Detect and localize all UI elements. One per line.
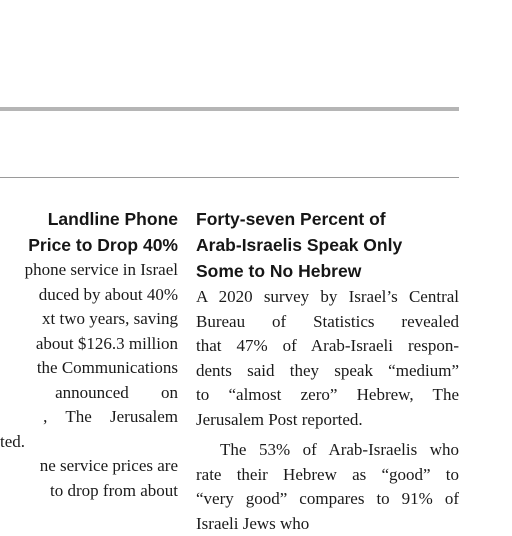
section-divider-thin — [0, 177, 459, 178]
right-article-paragraph-2 — [196, 438, 459, 536]
text-line: to “almost zero” Hebrew, The — [196, 383, 459, 408]
left-article-headline — [0, 206, 178, 258]
left-article — [0, 206, 178, 503]
text-line: Israeli Jews who — [196, 512, 459, 536]
text-line: The 53% of Arab-Israelis who — [196, 438, 459, 463]
left-article-body — [0, 258, 178, 503]
text-line: rate their Hebrew as “good” to — [196, 463, 459, 488]
text-line: A 2020 survey by Israel’s Central — [196, 285, 459, 310]
left-article-paragraph-1 — [0, 258, 178, 454]
text-line: to drop from about — [0, 479, 178, 504]
right-article-headline — [196, 206, 459, 284]
text-line: , The Jerusalem — [0, 405, 178, 430]
text-line: phone service in Israel — [0, 258, 178, 283]
right-article-paragraph-1 — [196, 285, 459, 432]
text-line: the Communications — [0, 356, 178, 381]
text-line: ted. — [0, 430, 178, 455]
text-line: duced by about 40% — [0, 283, 178, 308]
text-line: “very good” compares to 91% of — [196, 487, 459, 512]
text-line: ne service prices are — [0, 454, 178, 479]
text-line: about $126.3 million — [0, 332, 178, 357]
text-line: that 47% of Arab-Israeli respon- — [196, 334, 459, 359]
right-article — [196, 206, 459, 536]
headline-line: Arab-Israelis Speak Only — [196, 232, 459, 258]
text-line: Jerusalem Post reported. — [196, 408, 459, 433]
left-article-paragraph-2 — [0, 454, 178, 503]
section-divider-thick — [0, 107, 459, 111]
headline-line: Price to Drop 40% — [0, 232, 178, 258]
headline-line: Forty-seven Percent of — [196, 206, 459, 232]
text-line: Bureau of Statistics revealed — [196, 310, 459, 335]
text-line: xt two years, saving — [0, 307, 178, 332]
headline-line: Landline Phone — [0, 206, 178, 232]
right-article-body — [196, 285, 459, 536]
text-line: dents said they speak “medium” — [196, 359, 459, 384]
text-line: announced on — [0, 381, 178, 406]
headline-line: Some to No Hebrew — [196, 258, 459, 284]
